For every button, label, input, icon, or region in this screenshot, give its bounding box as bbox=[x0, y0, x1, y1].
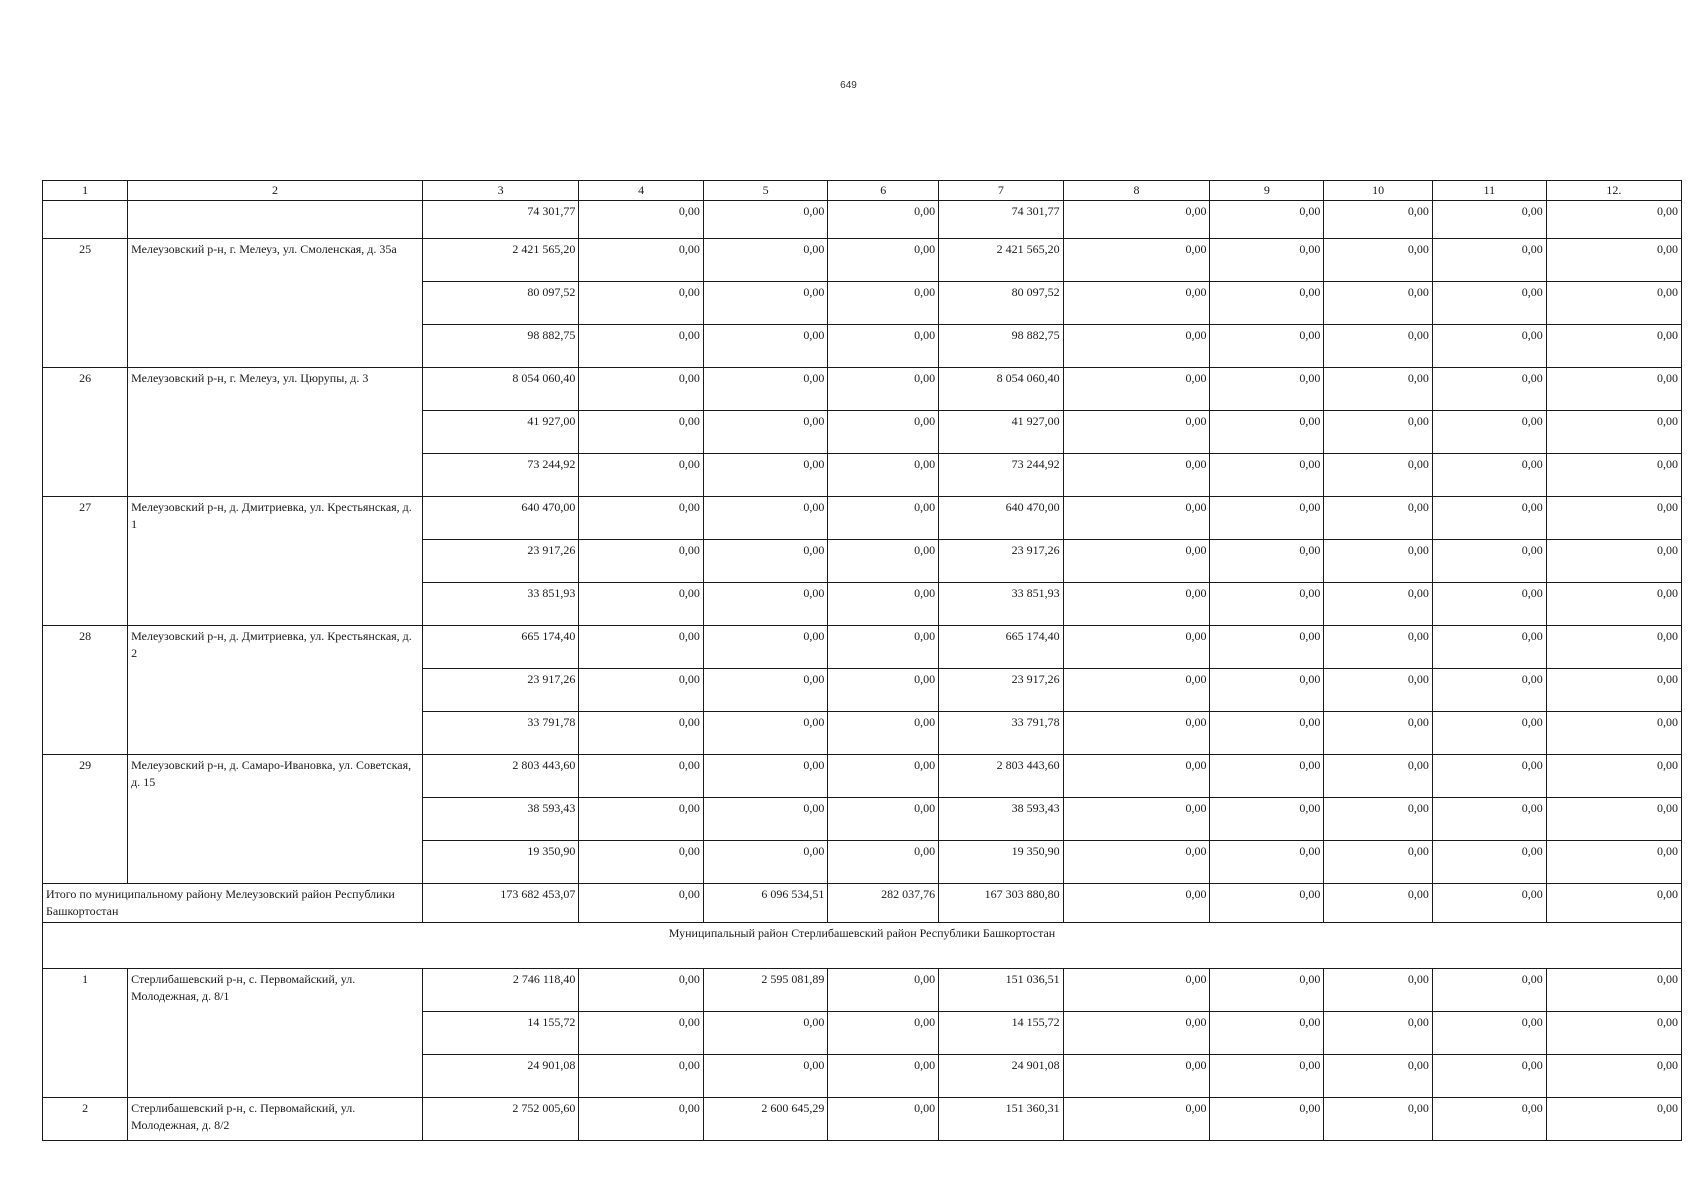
value-cell: 0,00 bbox=[1546, 712, 1681, 755]
value-cell: 23 917,26 bbox=[422, 540, 578, 583]
value-cell: 0,00 bbox=[1063, 755, 1210, 798]
value-cell: 0,00 bbox=[828, 411, 939, 454]
value-cell: 0,00 bbox=[828, 282, 939, 325]
section-row bbox=[43, 923, 1682, 969]
table-row bbox=[43, 755, 1682, 798]
value-cell: 0,00 bbox=[828, 497, 939, 540]
value-cell: 0,00 bbox=[703, 1012, 828, 1055]
value-cell: 41 927,00 bbox=[422, 411, 578, 454]
value-cell: 0,00 bbox=[1210, 1098, 1324, 1141]
value-cell: 0,00 bbox=[1324, 325, 1433, 368]
total-value-cell: 173 682 453,07 bbox=[422, 884, 578, 923]
column-header-row bbox=[43, 181, 1682, 201]
total-value-cell: 0,00 bbox=[579, 884, 704, 923]
row-number-cell bbox=[43, 201, 128, 239]
value-cell: 98 882,75 bbox=[422, 325, 578, 368]
value-cell: 0,00 bbox=[1063, 583, 1210, 626]
value-cell: 0,00 bbox=[703, 239, 828, 282]
total-value-cell: 6 096 534,51 bbox=[703, 884, 828, 923]
value-cell: 0,00 bbox=[828, 540, 939, 583]
value-cell: 80 097,52 bbox=[422, 282, 578, 325]
value-cell: 0,00 bbox=[1324, 201, 1433, 239]
value-cell: 0,00 bbox=[1546, 798, 1681, 841]
value-cell: 38 593,43 bbox=[422, 798, 578, 841]
value-cell: 0,00 bbox=[579, 454, 704, 497]
value-cell: 0,00 bbox=[1324, 1098, 1433, 1141]
value-cell: 0,00 bbox=[1432, 712, 1546, 755]
value-cell: 0,00 bbox=[1210, 626, 1324, 669]
value-cell: 0,00 bbox=[828, 626, 939, 669]
value-cell: 0,00 bbox=[1063, 411, 1210, 454]
value-cell: 0,00 bbox=[579, 626, 704, 669]
value-cell: 0,00 bbox=[579, 411, 704, 454]
table-row bbox=[43, 239, 1682, 282]
value-cell: 73 244,92 bbox=[422, 454, 578, 497]
value-cell: 0,00 bbox=[703, 626, 828, 669]
value-cell: 0,00 bbox=[1432, 1098, 1546, 1141]
value-cell: 0,00 bbox=[579, 669, 704, 712]
value-cell: 0,00 bbox=[703, 755, 828, 798]
value-cell: 0,00 bbox=[1546, 583, 1681, 626]
value-cell: 0,00 bbox=[1546, 669, 1681, 712]
value-cell: 0,00 bbox=[579, 325, 704, 368]
value-cell: 0,00 bbox=[1210, 712, 1324, 755]
value-cell: 0,00 bbox=[828, 798, 939, 841]
value-cell: 0,00 bbox=[1546, 368, 1681, 411]
value-cell: 8 054 060,40 bbox=[422, 368, 578, 411]
value-cell: 14 155,72 bbox=[939, 1012, 1064, 1055]
value-cell: 0,00 bbox=[1324, 411, 1433, 454]
value-cell: 665 174,40 bbox=[939, 626, 1064, 669]
value-cell: 0,00 bbox=[828, 239, 939, 282]
value-cell: 0,00 bbox=[828, 454, 939, 497]
value-cell: 0,00 bbox=[1063, 282, 1210, 325]
value-cell: 2 595 081,89 bbox=[703, 969, 828, 1012]
value-cell: 33 851,93 bbox=[939, 583, 1064, 626]
address-cell: Мелеузовский р-н, д. Дмитриевка, ул. Крестьянская, д. 2 bbox=[128, 626, 423, 755]
page-number: 649 bbox=[840, 80, 857, 91]
total-value-cell: 0,00 bbox=[1324, 884, 1433, 923]
value-cell: 0,00 bbox=[1432, 201, 1546, 239]
value-cell: 0,00 bbox=[1432, 626, 1546, 669]
value-cell: 0,00 bbox=[828, 712, 939, 755]
row-number-cell: 26 bbox=[43, 368, 128, 497]
value-cell: 0,00 bbox=[1063, 969, 1210, 1012]
table-body bbox=[43, 181, 1682, 1141]
value-cell: 0,00 bbox=[1210, 454, 1324, 497]
value-cell: 0,00 bbox=[703, 325, 828, 368]
row-number-cell: 29 bbox=[43, 755, 128, 884]
value-cell: 0,00 bbox=[828, 325, 939, 368]
value-cell: 0,00 bbox=[1432, 282, 1546, 325]
address-cell: Мелеузовский р-н, г. Мелеуз, ул. Цюрупы, д. 3 bbox=[128, 368, 423, 497]
value-cell: 0,00 bbox=[703, 712, 828, 755]
value-cell: 23 917,26 bbox=[939, 540, 1064, 583]
value-cell: 0,00 bbox=[1063, 540, 1210, 583]
value-cell: 24 901,08 bbox=[422, 1055, 578, 1098]
value-cell: 2 600 645,29 bbox=[703, 1098, 828, 1141]
value-cell: 0,00 bbox=[1546, 325, 1681, 368]
funding-table bbox=[42, 180, 1682, 1141]
value-cell: 0,00 bbox=[703, 798, 828, 841]
column-header: 3 bbox=[422, 181, 578, 201]
column-header: 8 bbox=[1063, 181, 1210, 201]
column-header: 7 bbox=[939, 181, 1064, 201]
value-cell: 0,00 bbox=[1063, 712, 1210, 755]
value-cell: 0,00 bbox=[1432, 798, 1546, 841]
value-cell: 151 360,31 bbox=[939, 1098, 1064, 1141]
value-cell: 0,00 bbox=[579, 841, 704, 884]
table-row bbox=[43, 626, 1682, 669]
value-cell: 33 791,78 bbox=[422, 712, 578, 755]
value-cell: 0,00 bbox=[579, 282, 704, 325]
value-cell: 0,00 bbox=[1324, 1055, 1433, 1098]
value-cell: 0,00 bbox=[1063, 497, 1210, 540]
value-cell: 0,00 bbox=[579, 712, 704, 755]
value-cell: 0,00 bbox=[1063, 1012, 1210, 1055]
value-cell: 0,00 bbox=[1432, 669, 1546, 712]
value-cell: 0,00 bbox=[1546, 201, 1681, 239]
value-cell: 0,00 bbox=[1063, 201, 1210, 239]
value-cell: 0,00 bbox=[1324, 1012, 1433, 1055]
value-cell: 0,00 bbox=[703, 454, 828, 497]
column-header: 12. bbox=[1546, 181, 1681, 201]
value-cell: 0,00 bbox=[1432, 583, 1546, 626]
value-cell: 0,00 bbox=[1546, 239, 1681, 282]
value-cell: 0,00 bbox=[579, 583, 704, 626]
value-cell: 2 421 565,20 bbox=[939, 239, 1064, 282]
value-cell: 0,00 bbox=[1210, 239, 1324, 282]
column-header: 1 bbox=[43, 181, 128, 201]
value-cell: 8 054 060,40 bbox=[939, 368, 1064, 411]
value-cell: 0,00 bbox=[579, 969, 704, 1012]
column-header: 11 bbox=[1432, 181, 1546, 201]
value-cell: 24 901,08 bbox=[939, 1055, 1064, 1098]
column-header: 4 bbox=[579, 181, 704, 201]
value-cell: 0,00 bbox=[1324, 755, 1433, 798]
value-cell: 0,00 bbox=[1432, 841, 1546, 884]
value-cell: 33 851,93 bbox=[422, 583, 578, 626]
value-cell: 0,00 bbox=[828, 669, 939, 712]
value-cell: 0,00 bbox=[1324, 497, 1433, 540]
value-cell: 0,00 bbox=[703, 583, 828, 626]
value-cell: 0,00 bbox=[1546, 1055, 1681, 1098]
total-value-cell: 282 037,76 bbox=[828, 884, 939, 923]
value-cell: 0,00 bbox=[1063, 239, 1210, 282]
section-title: Муниципальный район Стерлибашевский район Республики Башкортостан bbox=[43, 923, 1682, 969]
value-cell: 23 917,26 bbox=[422, 669, 578, 712]
value-cell: 14 155,72 bbox=[422, 1012, 578, 1055]
value-cell: 0,00 bbox=[1546, 1098, 1681, 1141]
value-cell: 0,00 bbox=[1546, 497, 1681, 540]
value-cell: 2 803 443,60 bbox=[422, 755, 578, 798]
row-number-cell: 28 bbox=[43, 626, 128, 755]
value-cell: 0,00 bbox=[1210, 583, 1324, 626]
address-cell: Стерлибашевский р-н, с. Первомайский, ул. Молодежная, д. 8/1 bbox=[128, 969, 423, 1098]
column-header: 2 bbox=[128, 181, 423, 201]
value-cell: 2 803 443,60 bbox=[939, 755, 1064, 798]
value-cell: 0,00 bbox=[828, 969, 939, 1012]
value-cell: 0,00 bbox=[1432, 540, 1546, 583]
value-cell: 0,00 bbox=[1324, 798, 1433, 841]
value-cell: 74 301,77 bbox=[422, 201, 578, 239]
value-cell: 0,00 bbox=[703, 1055, 828, 1098]
row-number-cell: 1 bbox=[43, 969, 128, 1098]
value-cell: 0,00 bbox=[579, 540, 704, 583]
total-value-cell: 0,00 bbox=[1546, 884, 1681, 923]
value-cell: 0,00 bbox=[1063, 626, 1210, 669]
total-value-cell: 0,00 bbox=[1210, 884, 1324, 923]
value-cell: 0,00 bbox=[828, 841, 939, 884]
value-cell: 0,00 bbox=[1324, 626, 1433, 669]
value-cell: 0,00 bbox=[1210, 798, 1324, 841]
value-cell: 0,00 bbox=[1432, 454, 1546, 497]
value-cell: 0,00 bbox=[828, 1055, 939, 1098]
value-cell: 0,00 bbox=[1063, 798, 1210, 841]
value-cell: 0,00 bbox=[1324, 368, 1433, 411]
value-cell: 2 421 565,20 bbox=[422, 239, 578, 282]
value-cell: 0,00 bbox=[1063, 368, 1210, 411]
column-header: 9 bbox=[1210, 181, 1324, 201]
row-number-cell: 27 bbox=[43, 497, 128, 626]
value-cell: 0,00 bbox=[1210, 1055, 1324, 1098]
table-row bbox=[43, 1098, 1682, 1141]
total-value-cell: 0,00 bbox=[1063, 884, 1210, 923]
value-cell: 0,00 bbox=[1546, 841, 1681, 884]
value-cell: 0,00 bbox=[579, 497, 704, 540]
value-cell: 0,00 bbox=[579, 798, 704, 841]
address-cell: Мелеузовский р-н, д. Самаро-Ивановка, ул. Советская, д. 15 bbox=[128, 755, 423, 884]
total-row bbox=[43, 884, 1682, 923]
value-cell: 0,00 bbox=[1324, 540, 1433, 583]
value-cell: 0,00 bbox=[828, 583, 939, 626]
value-cell: 640 470,00 bbox=[422, 497, 578, 540]
row-number-cell: 2 bbox=[43, 1098, 128, 1141]
value-cell: 0,00 bbox=[579, 1012, 704, 1055]
value-cell: 0,00 bbox=[1210, 540, 1324, 583]
value-cell: 0,00 bbox=[1324, 712, 1433, 755]
value-cell: 0,00 bbox=[1210, 841, 1324, 884]
value-cell: 0,00 bbox=[1063, 325, 1210, 368]
table-row bbox=[43, 497, 1682, 540]
value-cell: 0,00 bbox=[828, 368, 939, 411]
row-number-cell: 25 bbox=[43, 239, 128, 368]
value-cell: 0,00 bbox=[1324, 669, 1433, 712]
address-cell: Мелеузовский р-н, г. Мелеуз, ул. Смоленская, д. 35а bbox=[128, 239, 423, 368]
value-cell: 0,00 bbox=[1210, 368, 1324, 411]
value-cell: 0,00 bbox=[1432, 497, 1546, 540]
value-cell: 0,00 bbox=[828, 1098, 939, 1141]
value-cell: 0,00 bbox=[1324, 583, 1433, 626]
value-cell: 0,00 bbox=[1546, 755, 1681, 798]
value-cell: 0,00 bbox=[703, 540, 828, 583]
value-cell: 0,00 bbox=[579, 755, 704, 798]
value-cell: 0,00 bbox=[1210, 669, 1324, 712]
column-header: 5 bbox=[703, 181, 828, 201]
value-cell: 33 791,78 bbox=[939, 712, 1064, 755]
value-cell: 0,00 bbox=[579, 201, 704, 239]
value-cell: 0,00 bbox=[579, 1098, 704, 1141]
value-cell: 0,00 bbox=[828, 1012, 939, 1055]
total-label: Итого по муниципальному району Мелеузовский район Республики Башкортостан bbox=[43, 884, 423, 923]
value-cell: 0,00 bbox=[1432, 411, 1546, 454]
value-cell: 0,00 bbox=[703, 282, 828, 325]
value-cell: 98 882,75 bbox=[939, 325, 1064, 368]
value-cell: 0,00 bbox=[1063, 1098, 1210, 1141]
total-value-cell: 0,00 bbox=[1432, 884, 1546, 923]
value-cell: 0,00 bbox=[1432, 1012, 1546, 1055]
value-cell: 0,00 bbox=[1432, 969, 1546, 1012]
value-cell: 665 174,40 bbox=[422, 626, 578, 669]
value-cell: 0,00 bbox=[1210, 969, 1324, 1012]
column-header: 10 bbox=[1324, 181, 1433, 201]
value-cell: 0,00 bbox=[1063, 454, 1210, 497]
value-cell: 0,00 bbox=[828, 755, 939, 798]
value-cell: 0,00 bbox=[1546, 282, 1681, 325]
value-cell: 0,00 bbox=[1432, 239, 1546, 282]
value-cell: 0,00 bbox=[1210, 1012, 1324, 1055]
address-cell: Стерлибашевский р-н, с. Первомайский, ул. Молодежная, д. 8/2 bbox=[128, 1098, 423, 1141]
value-cell: 0,00 bbox=[1324, 841, 1433, 884]
value-cell: 2 746 118,40 bbox=[422, 969, 578, 1012]
value-cell: 0,00 bbox=[579, 368, 704, 411]
value-cell: 0,00 bbox=[579, 1055, 704, 1098]
value-cell: 0,00 bbox=[1324, 239, 1433, 282]
value-cell: 0,00 bbox=[703, 669, 828, 712]
value-cell: 0,00 bbox=[1546, 411, 1681, 454]
value-cell: 0,00 bbox=[579, 239, 704, 282]
value-cell: 38 593,43 bbox=[939, 798, 1064, 841]
table-row bbox=[43, 969, 1682, 1012]
value-cell: 0,00 bbox=[703, 841, 828, 884]
value-cell: 2 752 005,60 bbox=[422, 1098, 578, 1141]
address-cell: Мелеузовский р-н, д. Дмитриевка, ул. Крестьянская, д. 1 bbox=[128, 497, 423, 626]
table-row bbox=[43, 368, 1682, 411]
value-cell: 0,00 bbox=[1210, 497, 1324, 540]
value-cell: 73 244,92 bbox=[939, 454, 1064, 497]
value-cell: 0,00 bbox=[828, 201, 939, 239]
value-cell: 0,00 bbox=[1210, 755, 1324, 798]
value-cell: 0,00 bbox=[1432, 755, 1546, 798]
value-cell: 0,00 bbox=[1546, 1012, 1681, 1055]
value-cell: 0,00 bbox=[1063, 1055, 1210, 1098]
value-cell: 640 470,00 bbox=[939, 497, 1064, 540]
value-cell: 0,00 bbox=[703, 368, 828, 411]
value-cell: 0,00 bbox=[1546, 626, 1681, 669]
value-cell: 0,00 bbox=[1432, 1055, 1546, 1098]
value-cell: 0,00 bbox=[703, 411, 828, 454]
address-cell bbox=[128, 201, 423, 239]
value-cell: 0,00 bbox=[1432, 325, 1546, 368]
value-cell: 0,00 bbox=[1210, 201, 1324, 239]
value-cell: 0,00 bbox=[1063, 841, 1210, 884]
value-cell: 0,00 bbox=[1063, 669, 1210, 712]
value-cell: 0,00 bbox=[1546, 454, 1681, 497]
value-cell: 151 036,51 bbox=[939, 969, 1064, 1012]
value-cell: 0,00 bbox=[1210, 282, 1324, 325]
value-cell: 41 927,00 bbox=[939, 411, 1064, 454]
value-cell: 0,00 bbox=[703, 201, 828, 239]
value-cell: 0,00 bbox=[1546, 969, 1681, 1012]
value-cell: 19 350,90 bbox=[939, 841, 1064, 884]
value-cell: 80 097,52 bbox=[939, 282, 1064, 325]
value-cell: 0,00 bbox=[1432, 368, 1546, 411]
column-header: 6 bbox=[828, 181, 939, 201]
value-cell: 0,00 bbox=[1546, 540, 1681, 583]
value-cell: 0,00 bbox=[1324, 282, 1433, 325]
value-cell: 19 350,90 bbox=[422, 841, 578, 884]
value-cell: 0,00 bbox=[1324, 454, 1433, 497]
value-cell: 0,00 bbox=[1210, 325, 1324, 368]
value-cell: 0,00 bbox=[703, 497, 828, 540]
table-row bbox=[43, 201, 1682, 239]
value-cell: 0,00 bbox=[1324, 969, 1433, 1012]
value-cell: 74 301,77 bbox=[939, 201, 1064, 239]
value-cell: 23 917,26 bbox=[939, 669, 1064, 712]
total-value-cell: 167 303 880,80 bbox=[939, 884, 1064, 923]
value-cell: 0,00 bbox=[1210, 411, 1324, 454]
